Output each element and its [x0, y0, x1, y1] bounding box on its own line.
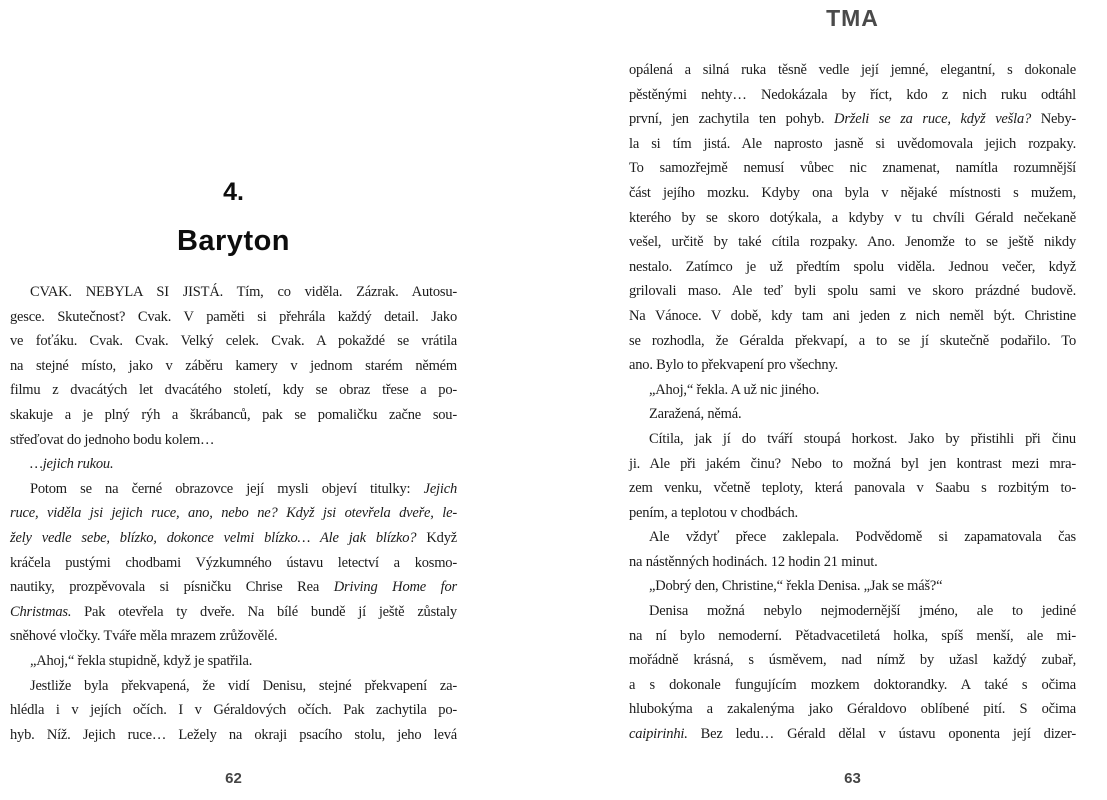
text-segment: Jestliže byla překvapená, že vidí Denisu, stejné překvapení za- — [30, 677, 457, 694]
text-line — [10, 600, 457, 625]
text-segment: CVAK. NEBYLA SI JISTÁ. Tím, co viděla. Zázrak. Autosu- — [30, 284, 457, 300]
text-segment: sněhové vločky. Tváře měla mrazem zrůžovělé. — [10, 628, 278, 645]
text-segment: la si tím jistá. Ale naprosto jasně si uvědomovala jejich rozpaky. — [629, 135, 1076, 152]
left-page-body-text — [10, 280, 457, 747]
page-left — [10, 0, 457, 800]
text-line — [629, 206, 1076, 231]
text-segment: ve foťáku. Cvak. Cvak. Velký celek. Cvak. A pokaždé se vrátila — [10, 333, 457, 350]
page-number-right: 63 — [844, 770, 861, 787]
text-line — [629, 476, 1076, 501]
text-segment: na nástěnných hodinách. 12 hodin 21 minut. — [629, 553, 878, 570]
italic-text-segment: …jejich rukou. — [30, 456, 114, 473]
text-segment: Zaražená, němá. — [649, 406, 742, 423]
page-number-left: 62 — [225, 770, 242, 787]
text-line — [10, 329, 457, 354]
italic-text-segment: Driving Home for — [333, 579, 458, 596]
text-segment: pěstěnými nehty… Nedokázala by říct, kdo z nich ruku odtáhl — [629, 86, 1076, 103]
text-segment: Bez ledu… Gérald dělal v ústavu oponenta její dizer- — [687, 726, 1076, 743]
text-line — [629, 107, 1076, 132]
text-line — [10, 403, 457, 428]
text-segment: Na Vánoce. V době, kdy tam ani jeden z nich neměl být. Christine — [629, 307, 1076, 324]
text-line — [629, 722, 1076, 747]
text-segment: na ní bylo nemoderní. Pětadvacetiletá holka, spíš menší, ale mi- — [629, 627, 1076, 644]
text-line — [10, 378, 457, 403]
text-line — [629, 255, 1076, 280]
text-line — [10, 674, 457, 699]
text-segment: Denisa možná nebylo nejmodernější jméno, ale to jediné — [649, 603, 1076, 620]
text-line — [629, 673, 1076, 698]
text-segment: se rozhodla, že Géralda překvapí, a to se jí skutečně podařilo. To — [629, 332, 1076, 349]
text-line — [629, 525, 1076, 550]
text-line — [629, 132, 1076, 157]
text-segment: hlubokýma a zakalenýma jako Géraldovo oblíbené pití. S očima — [629, 701, 1076, 718]
text-segment: Když — [416, 529, 457, 546]
text-line — [10, 501, 457, 526]
text-segment: Ale vždyť přece zaklepala. Podvědomě si zapamatovala čas — [649, 529, 1076, 546]
text-line — [629, 329, 1076, 354]
text-line — [10, 477, 457, 502]
text-segment: hlédla i v jejích očích. I v Géraldových očích. Pak zachytila po- — [10, 702, 457, 719]
italic-text-segment: Drželi se za ruce, když vešla? — [834, 111, 1032, 128]
text-segment: kráčela pustými chodbami Výzkumného ústavu letectví a kosmo- — [10, 554, 457, 571]
text-line — [629, 574, 1076, 599]
page-right — [629, 0, 1076, 800]
text-line — [10, 551, 457, 576]
text-line — [10, 305, 457, 330]
text-segment: opálená a silná ruka těsně vedle její jemné, elegantní, s dokonale — [629, 62, 1076, 78]
italic-text-segment: Jejich — [423, 480, 457, 497]
text-segment: pením, a teplotou v chodbách. — [629, 504, 798, 521]
text-line — [10, 428, 457, 453]
text-segment: Pak otevřela ty dveře. Na bílé bundě jí ještě zůstaly — [71, 603, 457, 620]
text-line — [10, 280, 457, 305]
text-line — [629, 304, 1076, 329]
text-line — [629, 353, 1076, 378]
text-line — [629, 378, 1076, 403]
chapter-number: 4. — [223, 178, 244, 206]
text-segment: Neby- — [1031, 111, 1076, 128]
right-page-body-text — [629, 58, 1076, 747]
text-segment: kterého by se skoro dotýkala, a kdyby v tu chvíli Gérald nečekaně — [629, 209, 1076, 226]
text-segment: skakuje a je plný rýh a škrábanců, pak se pomaličku začne sou- — [10, 406, 457, 423]
text-segment: nautiky, prozpěvovala si písničku Chrise Rea — [10, 579, 334, 596]
text-line — [629, 648, 1076, 673]
text-line — [629, 550, 1076, 575]
text-segment: nestalo. Zatímco je už předtím spolu viděla. Jednou večer, když — [629, 258, 1076, 275]
text-segment: na stejné místo, jako v záběru kamery v jednom starém němém — [10, 357, 457, 374]
italic-text-segment: Christmas. — [10, 603, 72, 620]
text-line — [629, 427, 1076, 452]
text-line — [629, 58, 1076, 83]
text-segment: vešel, určitě by také cítila rozpaky. Ano. Jenomže to se ještě nikdy — [629, 234, 1076, 251]
text-segment: hyb. Níž. Jejich ruce… Ležely na okraji psacího stolu, jeho levá — [10, 726, 457, 743]
text-segment: část jejího mozku. Kdyby ona byla v nějaké místnosti s mužem, — [629, 184, 1076, 201]
text-segment: ano. Bylo to překvapení pro všechny. — [629, 357, 838, 374]
text-line — [10, 624, 457, 649]
text-line — [10, 723, 457, 748]
chapter-heading — [10, 180, 457, 256]
text-line — [629, 279, 1076, 304]
text-segment: Cítila, jak jí do tváří stoupá horkost. Jako by přistihli při činu — [649, 430, 1076, 447]
text-line — [629, 697, 1076, 722]
text-segment: a s dokonale fungujícím mozkem doktorandky. A také s očima — [629, 676, 1076, 693]
text-line — [629, 452, 1076, 477]
text-line — [10, 698, 457, 723]
text-segment: To samozřejmě nemusí vůbec nic znamenat, namítla rozumnější — [629, 160, 1076, 177]
text-segment: Potom se na černé obrazovce její mysli objeví titulky: — [30, 480, 424, 497]
italic-text-segment: ruce, viděla jsi jejich ruce, ano, nebo ne? Když jsi otevřela dveře, le- — [10, 505, 457, 522]
text-line — [629, 181, 1076, 206]
italic-text-segment: žely vedle sebe, blízko, dokonce velmi blízko… Ale jak blízko? — [10, 529, 417, 546]
text-line — [10, 526, 457, 551]
text-line — [10, 452, 457, 477]
text-segment: „Ahoj,“ řekla stupidně, když je spatřila. — [30, 652, 253, 669]
text-line — [629, 83, 1076, 108]
text-line — [629, 156, 1076, 181]
text-line — [10, 649, 457, 674]
text-line — [10, 354, 457, 379]
text-segment: první, jen zachytila ten pohyb. — [629, 111, 835, 128]
text-segment: ji. Ale při jakém činu? Nebo to možná byl jen kontrast mezi mra- — [629, 455, 1076, 472]
text-segment: zem venku, včetně teploty, která panovala v Saabu s rozbitým to- — [629, 480, 1076, 497]
chapter-title: Baryton — [176, 225, 291, 257]
text-line — [629, 501, 1076, 526]
text-line — [629, 624, 1076, 649]
text-line — [629, 230, 1076, 255]
text-segment: mořádně krásná, s úsměvem, nad nímž by užasl každý zubař, — [629, 652, 1076, 669]
text-segment: grilovali maso. Ale teď byli spolu sami ve skoro prázdné budově. — [629, 283, 1076, 300]
italic-text-segment: caipirinhi. — [629, 726, 688, 743]
text-segment: „Dobrý den, Christine,“ řekla Denisa. „Jak se máš?“ — [649, 578, 943, 595]
text-line — [629, 599, 1076, 624]
text-line — [10, 575, 457, 600]
text-segment: „Ahoj,“ řekla. A už nic jiného. — [649, 381, 820, 398]
running-header: TMA — [826, 5, 879, 31]
text-segment: střeďovat do jednoho bodu kolem… — [10, 431, 215, 448]
text-line — [629, 402, 1076, 427]
text-segment: filmu z dvacátých let dvacátého století, kdy se obraz třese a po- — [10, 382, 457, 399]
text-segment: gesce. Skutečnost? Cvak. V paměti si přehrála každý detail. Jako — [10, 308, 457, 325]
